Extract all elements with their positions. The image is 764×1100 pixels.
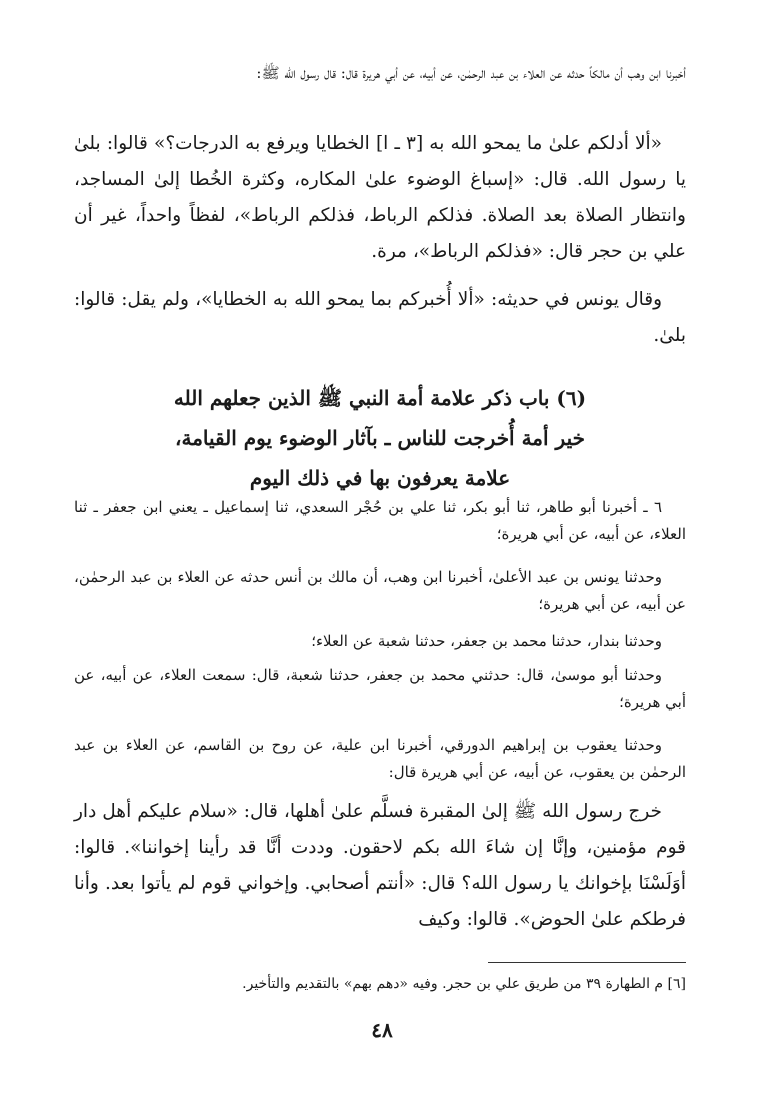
isnad-paragraph-6 — [74, 494, 686, 548]
paragraph-text: ٦ ـ أخبرنا أبو طاهر، ثنا أبو بكر، ثنا علي بن حُجْر السعدي، ثنا إسماعيل ـ يعني ابن جعفر ـ ثنا العلاء، عن أبيه، عن أبي هريرة؛ — [74, 498, 686, 543]
isnad-paragraph-1 — [74, 60, 686, 87]
paragraph-text: وحدثنا يونس بن عبد الأعلىٰ، أخبرنا ابن وهب، أن مالك بن أنس حدثه عن العلاء بن عبد الرحمٰن، عن أبيه، عن أبي هريرة؛ — [74, 568, 686, 613]
page-number: ٤٨ — [371, 1018, 393, 1042]
chapter-heading-line-1: (٦) باب ذكر علامة أمة النبي ﷺ الذين جعلهم الله — [173, 386, 587, 410]
paragraph-text: وقال يونس في حديثه: «ألا أُخبركم بما يمحو الله به الخطايا»، ولم يقل: قالوا: بلىٰ. — [74, 289, 686, 346]
hadith-text-2 — [74, 794, 686, 938]
chapter-heading-line-3: علامة يعرفون بها في ذلك اليوم — [249, 466, 511, 490]
isnad-paragraph-abu-musa — [74, 662, 686, 716]
footnote — [74, 972, 686, 996]
paragraph-text: وحدثنا أبو موسىٰ، قال: حدثني محمد بن جعفر، حدثنا شعبة، قال: سمعت العلاء، عن أبيه، عن أبي هريرة؛ — [74, 666, 686, 711]
paragraph-text: وحدثنا بندار، حدثنا محمد بن جعفر، حدثنا شعبة عن العلاء؛ — [311, 632, 662, 650]
isnad-paragraph-bundar — [74, 628, 686, 655]
hadith-text-1 — [74, 126, 686, 270]
chapter-heading-line-2: خير أمة أُخرجت للناس ـ بآثار الوضوء يوم القيامة، — [175, 426, 585, 450]
yunus-note — [74, 282, 686, 354]
footnote-text: [٦] م الطهارة ٣٩ من طريق علي بن حجر. وفيه «دهم بهم» بالتقديم والتأخير. — [242, 976, 686, 992]
paragraph-text: «ألا أدلكم علىٰ ما يمحو الله به [٣ ـ ا] الخطايا ويرفع به الدرجات؟» قالوا: بلىٰ يا رسول الله. قال: «إسباغ الوضوء علىٰ المكاره، وكثرة الخُطا إلىٰ المساجد، وانتظار الصلاة بعد الصلاة. فذلكم الرباط، فذلكم الرباط»، لفظاً واحداً، غير أن علي بن حجر قال: «فذلكم الرباط»، مرة. — [74, 133, 686, 262]
footnote-divider — [488, 962, 686, 963]
paragraph-text: وحدثنا يعقوب بن إبراهيم الدورقي، أخبرنا ابن علية، عن روح بن القاسم، عن العلاء بن عبد الرحمٰن بن يعقوب، عن أبيه، عن أبي هريرة قال: — [74, 736, 686, 781]
paragraph-text: أخبرنا ابن وهب أن مالكاً حدثه عن العلاء بن عبد الرحمٰن، عن أبيه، عن أبي هريرة قال: قال رسول الله ﷺ: — [256, 64, 686, 82]
chapter-heading — [74, 378, 686, 498]
isnad-paragraph-yaqub — [74, 732, 686, 786]
isnad-paragraph-yunus — [74, 564, 686, 618]
paragraph-text: خرج رسول الله ﷺ إلىٰ المقبرة فسلَّم علىٰ أهلها، قال: «سلام عليكم أهل دار قوم مؤمنين، وإنَّا إن شاءَ الله بكم لاحقون. وددت أنَّا قد رأينا إخواننا». قالوا: أوَلَسْنَا بإخوانك يا رسول الله؟ قال: «أنتم أصحابي. وإخواني قوم لم يأتوا بعد. وأنا فرطكم علىٰ الحوض». قالوا: وكيف — [74, 801, 686, 930]
